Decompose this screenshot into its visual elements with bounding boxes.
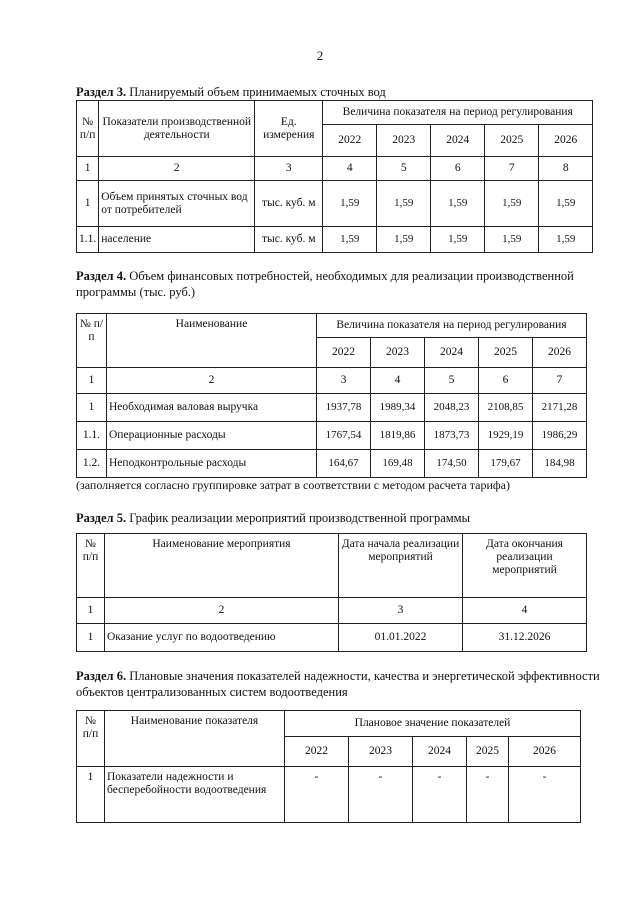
s4-row-value: 164,67 [317,450,371,478]
s6-row-value: - [285,767,349,823]
section3-title [76,84,616,100]
s3-row-value: 1,59 [431,181,485,227]
s4-row-value: 179,67 [479,450,533,478]
s3-row-value: 1,59 [323,181,377,227]
section4-title [76,268,616,300]
section3-title-bold: Раздел 3. [76,85,127,99]
s6-header-num: № п/п [77,711,105,767]
section3-title-text: Планируемый объем принимаемых сточных вод [126,85,386,99]
section5-title-text: График реализации мероприятий производственной программы [126,511,470,525]
s3-year: 2026 [539,125,593,157]
s3-header-period: Величина показателя на период регулирования [323,101,593,125]
s4-row-value: 1929,19 [479,422,533,450]
s4-colnum: 6 [479,368,533,394]
s3-row-num: 1 [77,181,99,227]
s4-row-value: 1767,54 [317,422,371,450]
s6-header-planned: Плановое значение показателей [285,711,581,737]
s4-row-value: 1873,73 [425,422,479,450]
section4-title-text: Объем финансовых потребностей, необходимых для реализации производственной программы (тыс. руб.) [76,269,574,299]
s4-colnum: 3 [317,368,371,394]
table-row [77,394,587,422]
s3-year: 2023 [377,125,431,157]
s3-header-num: № п/п [77,101,99,157]
s3-colnum: 8 [539,157,593,181]
s4-year: 2026 [533,338,587,368]
s3-row-value: 1,59 [539,181,593,227]
s4-row-name: Операционные расходы [107,422,317,450]
s4-year: 2024 [425,338,479,368]
s4-row-value: 184,98 [533,450,587,478]
s5-colnum: 2 [105,598,339,624]
s4-header-num: № п/п [77,314,107,368]
section6-title-bold: Раздел 6. [76,669,127,683]
section6-title [76,668,616,700]
s4-row-value: 1819,86 [371,422,425,450]
s4-row-value: 1937,78 [317,394,371,422]
s3-year: 2025 [485,125,539,157]
s3-colnum: 4 [323,157,377,181]
s3-colnum: 6 [431,157,485,181]
s3-row-value: 1,59 [485,227,539,253]
s6-row-value: - [349,767,413,823]
table-row [77,767,581,823]
s3-year: 2022 [323,125,377,157]
s3-year: 2024 [431,125,485,157]
s5-row-num: 1 [77,624,105,652]
section6-title-text: Плановые значения показателей надежности, качества и энергетической эффективности объектов централизованных систем водоотведения [76,669,600,699]
s6-year: 2024 [413,737,467,767]
section5-title [76,510,616,526]
s6-year: 2022 [285,737,349,767]
s3-colnum: 7 [485,157,539,181]
s4-row-name: Необходимая валовая выручка [107,394,317,422]
s3-row-value: 1,59 [377,227,431,253]
section5-table [76,533,587,652]
s4-year: 2025 [479,338,533,368]
s3-row-name: Объем принятых сточных вод от потребителей [99,181,255,227]
s6-year: 2026 [509,737,581,767]
table-row [77,422,587,450]
s4-row-num: 1.2. [77,450,107,478]
s6-row-value: - [509,767,581,823]
s4-row-value: 174,50 [425,450,479,478]
s4-colnum: 4 [371,368,425,394]
s4-colnum: 1 [77,368,107,394]
s3-row-value: 1,59 [377,181,431,227]
page-number: 2 [316,48,324,63]
s4-header-period: Величина показателя на период регулирования [317,314,587,338]
table-row [77,450,587,478]
s3-row-unit: тыс. куб. м [255,227,323,253]
table-row [77,181,593,227]
s5-row-name: Оказание услуг по водоотведению [105,624,339,652]
s3-colnum: 5 [377,157,431,181]
s4-colnum: 7 [533,368,587,394]
s3-colnum: 3 [255,157,323,181]
s3-row-value: 1,59 [539,227,593,253]
s6-header-name: Наименование показателя [105,711,285,767]
s5-header-end: Дата окончания реализации мероприятий [463,534,587,598]
s3-colnum: 2 [99,157,255,181]
s6-year: 2025 [467,737,509,767]
section4-note: (заполняется согласно группировке затрат в соответствии с методом расчета тарифа) [76,478,510,492]
s4-colnum: 5 [425,368,479,394]
s4-row-value: 2048,23 [425,394,479,422]
s5-row-start: 01.01.2022 [339,624,463,652]
s3-row-value: 1,59 [323,227,377,253]
s4-row-value: 1989,34 [371,394,425,422]
section5-title-bold: Раздел 5. [76,511,127,525]
s5-header-num: № п/п [77,534,105,598]
s5-colnum: 1 [77,598,105,624]
s3-row-num: 1.1. [77,227,99,253]
table-row [77,227,593,253]
s4-colnum: 2 [107,368,317,394]
s6-year: 2023 [349,737,413,767]
s4-year: 2022 [317,338,371,368]
section6-table [76,710,581,823]
s3-row-unit: тыс. куб. м [255,181,323,227]
s3-row-value: 1,59 [485,181,539,227]
section3-table [76,100,593,253]
table-row [77,624,587,652]
s6-row-value: - [467,767,509,823]
s6-row-name: Показатели надежности и бесперебойности водоотведения [105,767,285,823]
s4-row-name: Неподконтрольные расходы [107,450,317,478]
s3-row-name: население [99,227,255,253]
s4-row-value: 169,48 [371,450,425,478]
s4-year: 2023 [371,338,425,368]
s6-row-num: 1 [77,767,105,823]
s5-colnum: 4 [463,598,587,624]
s5-header-start: Дата начала реализации мероприятий [339,534,463,598]
s3-header-indicator: Показатели производственной деятельности [99,101,255,157]
section4-title-bold: Раздел 4. [76,269,127,283]
s4-row-num: 1 [77,394,107,422]
s4-header-name: Наименование [107,314,317,368]
s4-row-value: 1986,29 [533,422,587,450]
s4-row-num: 1.1. [77,422,107,450]
s3-header-unit: Ед. измерения [255,101,323,157]
s3-colnum: 1 [77,157,99,181]
s4-row-value: 2171,28 [533,394,587,422]
s3-row-value: 1,59 [431,227,485,253]
s5-row-end: 31.12.2026 [463,624,587,652]
s4-row-value: 2108,85 [479,394,533,422]
s5-header-name: Наименование мероприятия [105,534,339,598]
s5-colnum: 3 [339,598,463,624]
s6-row-value: - [413,767,467,823]
section4-table [76,313,587,478]
